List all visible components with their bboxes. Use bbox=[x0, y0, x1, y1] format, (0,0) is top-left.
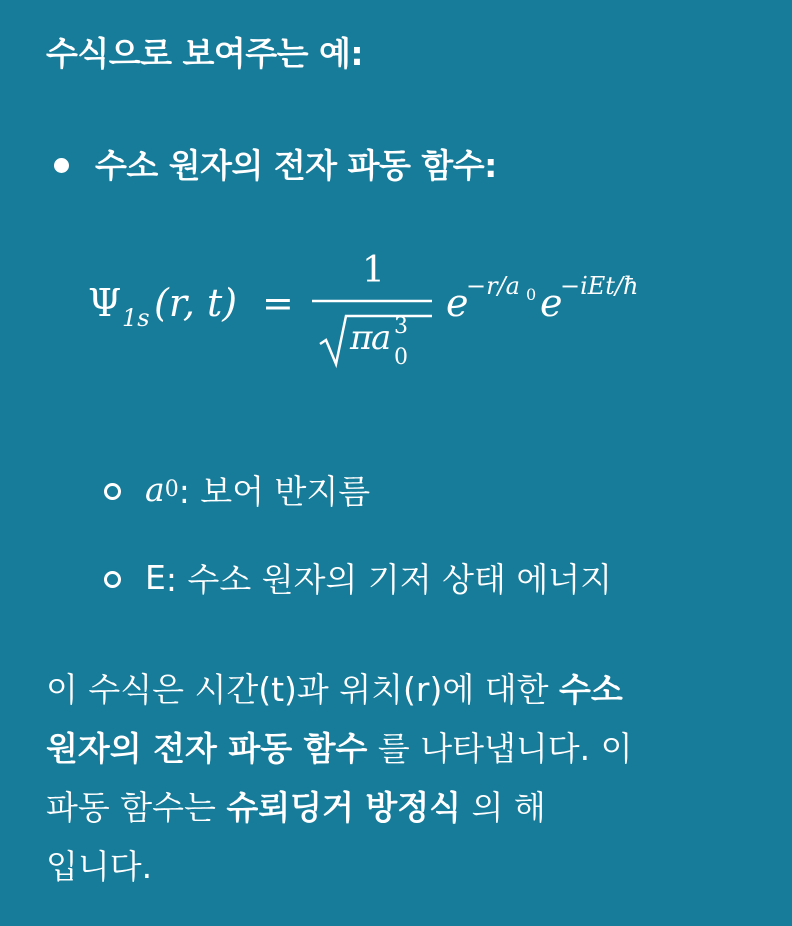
sub-item-text: : 수소 원자의 기저 상태 에너지 bbox=[165, 560, 612, 599]
paragraph-emphasis: 원자의 전자 파동 함수 bbox=[46, 729, 368, 768]
paragraph-line-3 bbox=[46, 778, 766, 837]
formula-svg bbox=[88, 246, 708, 381]
circle-bullet-icon bbox=[104, 571, 121, 588]
paragraph-text: 이 수식은 시간(t)과 위치(r)에 대한 bbox=[46, 670, 559, 709]
paragraph-line-2 bbox=[46, 719, 766, 778]
paragraph-line-1 bbox=[46, 660, 766, 719]
paragraph-text: 파동 함수는 bbox=[46, 788, 227, 827]
denominator-a-power: 3 bbox=[394, 314, 408, 339]
denominator-pi: π bbox=[350, 318, 373, 358]
denominator-a-subscript: 0 bbox=[394, 345, 408, 370]
bullet-dot-icon bbox=[54, 158, 69, 173]
psi-subscript: 1s bbox=[122, 304, 150, 332]
explanation-paragraph bbox=[46, 660, 766, 896]
paragraph-text: 입니다. bbox=[46, 847, 153, 886]
equals-sign: = bbox=[262, 281, 294, 325]
psi-symbol: Ψ bbox=[88, 281, 122, 325]
exp1-power: −r/a bbox=[466, 272, 520, 300]
bullet-text: 수소 원자의 전자 파동 함수: bbox=[95, 146, 497, 185]
section-heading: 수식으로 보여주는 예: bbox=[46, 34, 364, 73]
sub-item-symbol-subscript: 0 bbox=[164, 477, 179, 502]
wavefunction-formula bbox=[88, 246, 708, 381]
exp2-power: −iEt/ħ bbox=[560, 272, 639, 300]
sub-item-ground-energy bbox=[104, 554, 612, 601]
exp2-base: e bbox=[540, 281, 563, 325]
psi-arguments: (r, t) bbox=[154, 281, 238, 325]
paragraph-text: 의 해 bbox=[461, 788, 546, 827]
denominator-a: a bbox=[371, 318, 392, 358]
paragraph-line-4 bbox=[46, 837, 766, 896]
sub-item-symbol: a bbox=[145, 470, 165, 509]
exp1-base: e bbox=[446, 281, 469, 325]
paragraph-emphasis: 수소 bbox=[559, 670, 623, 709]
circle-bullet-icon bbox=[104, 483, 121, 500]
sub-item-text: : 보어 반지름 bbox=[178, 472, 371, 511]
bullet-item bbox=[54, 140, 497, 187]
sub-item-symbol: E bbox=[145, 558, 166, 597]
fraction-numerator: 1 bbox=[362, 250, 385, 291]
sub-item-bohr-radius bbox=[104, 466, 370, 513]
paragraph-emphasis: 슈뢰딩거 방정식 bbox=[226, 788, 462, 827]
paragraph-text: 를 나타냅니다. 이 bbox=[367, 729, 633, 768]
exp1-power-subscript: 0 bbox=[526, 285, 537, 304]
